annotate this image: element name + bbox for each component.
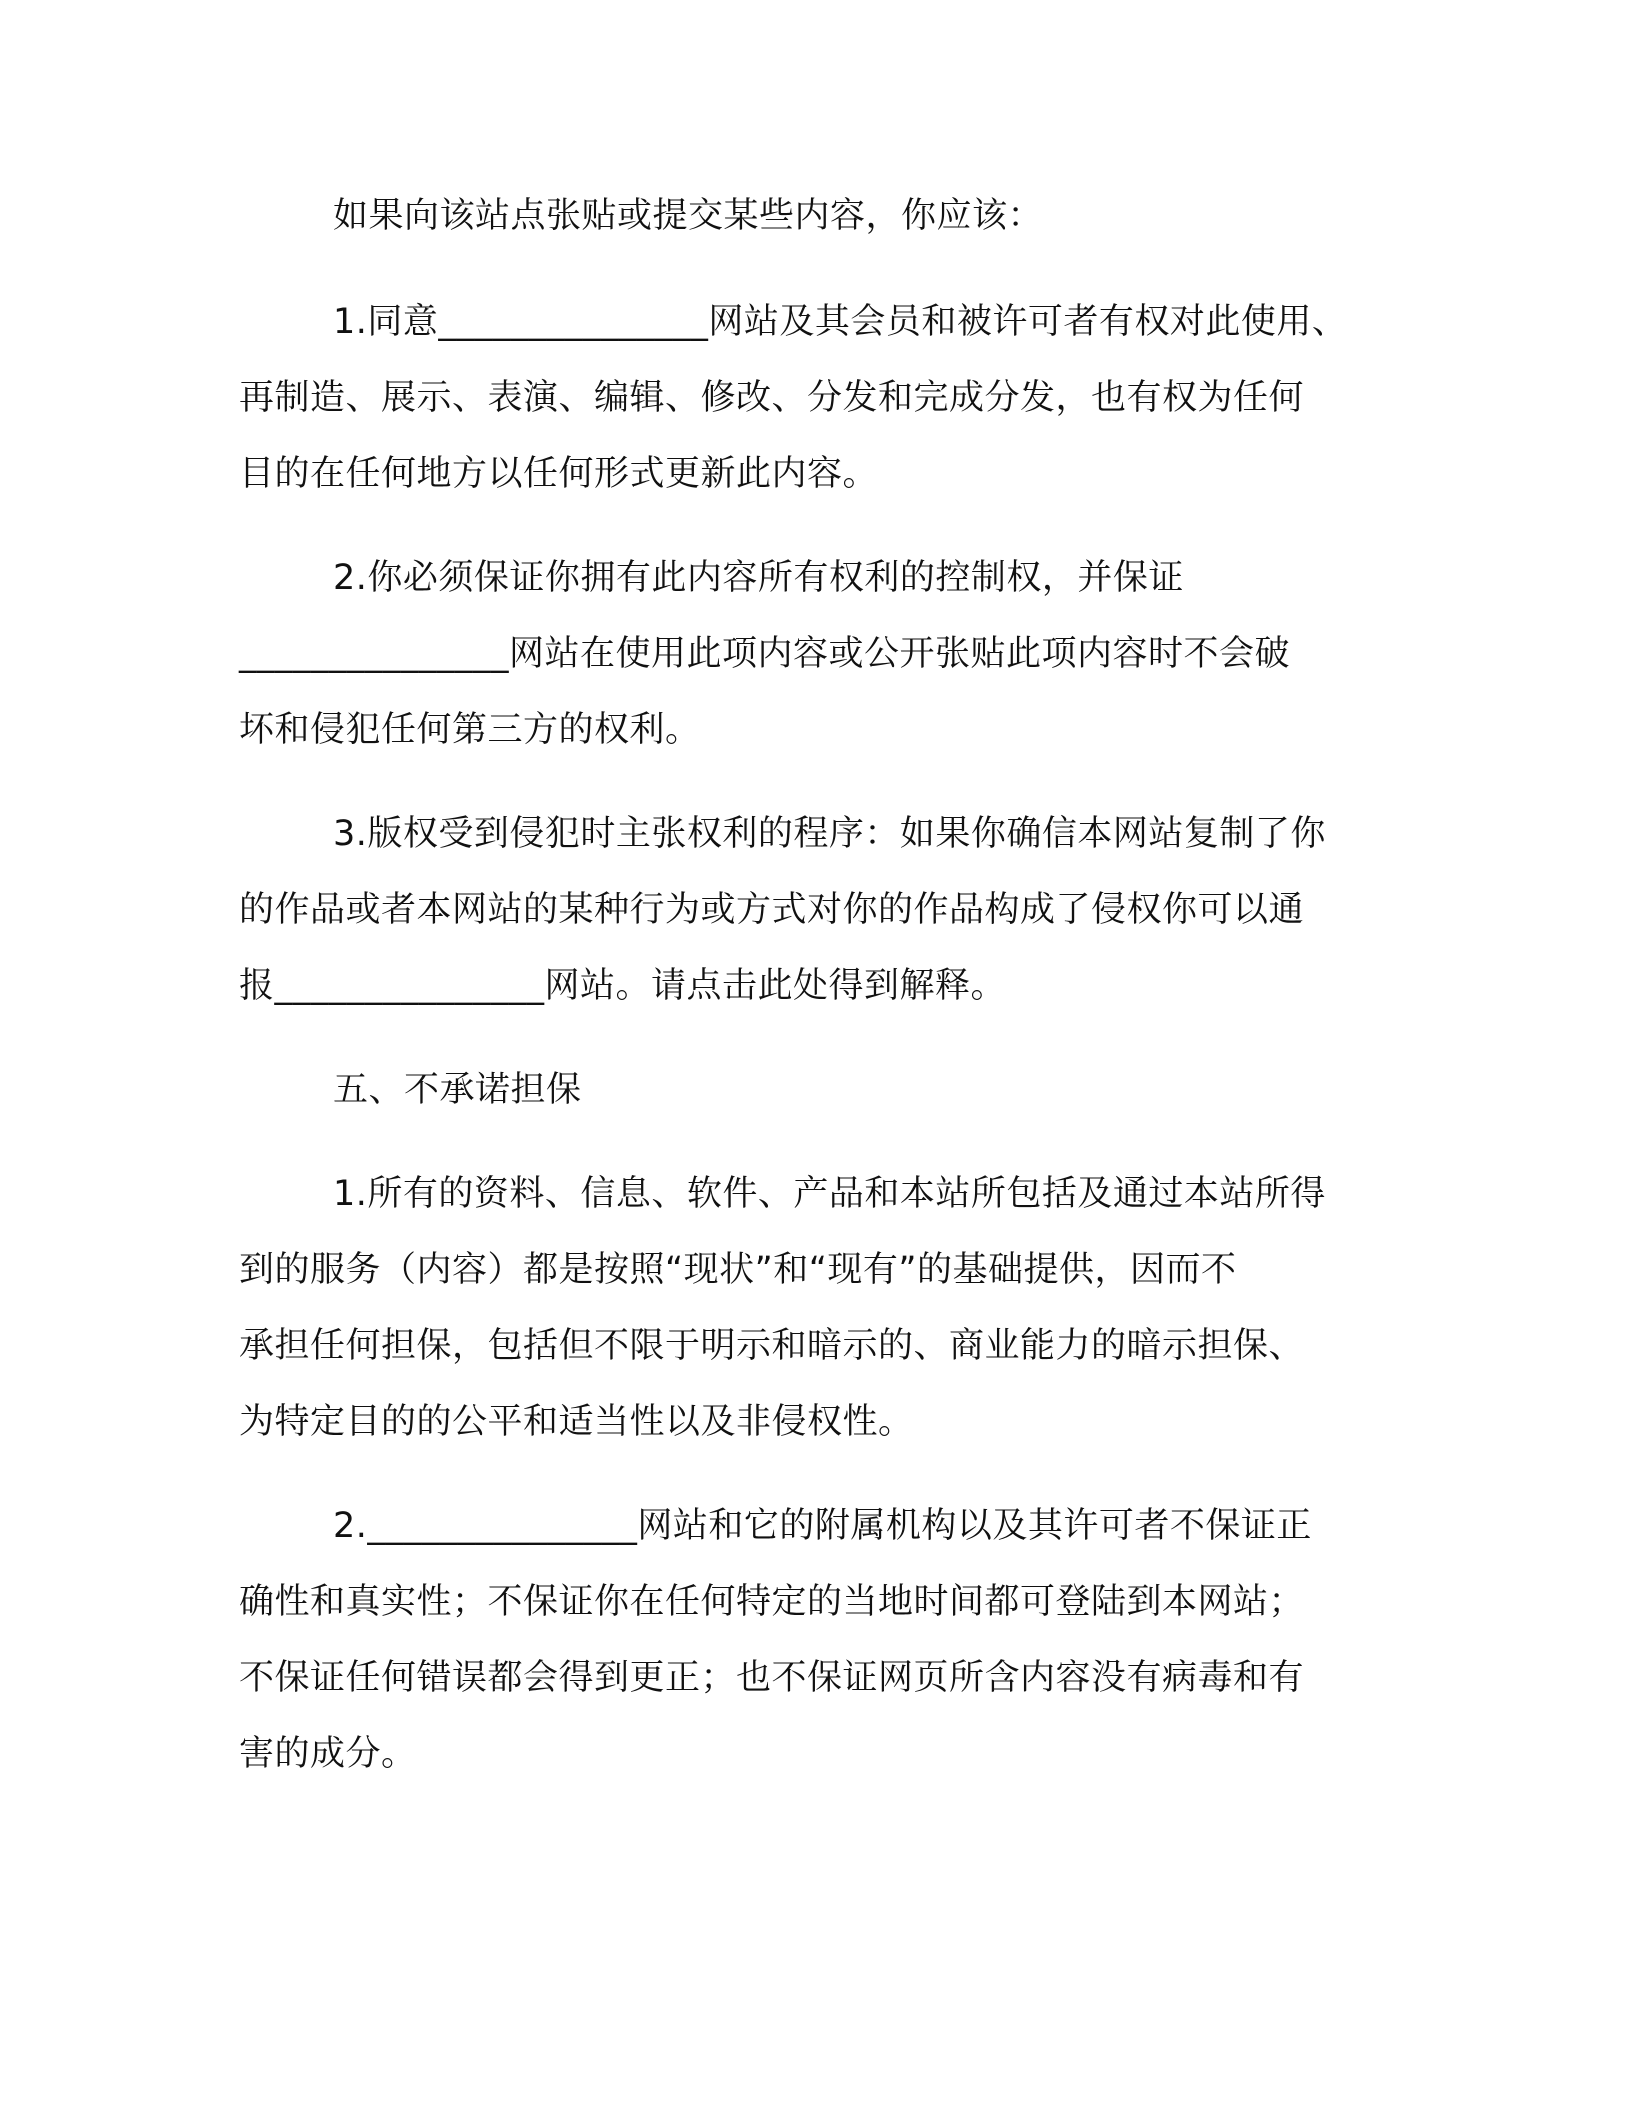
section-heading: 五、不承诺担保: [333, 1070, 582, 1110]
text-line: 3.版权受到侵犯时主张权利的程序：如果你确信本网站复制了你: [333, 814, 1326, 854]
text-line: 报_______________网站。请点击此处得到解释。: [239, 966, 1007, 1006]
text-line: 到的服务（内容）都是按照“现状”和“现有”的基础提供，因而不: [239, 1250, 1237, 1290]
text-line: 1.同意_______________网站及其会员和被许可者有权对此使用、: [333, 302, 1348, 342]
text-line: 2._______________网站和它的附属机构以及其许可者不保证正: [333, 1506, 1312, 1546]
text-line: _______________网站在使用此项内容或公开张贴此项内容时不会破: [239, 634, 1291, 674]
text-line: 确性和真实性；不保证你在任何特定的当地时间都可登陆到本网站；: [239, 1582, 1305, 1622]
text-line: 目的在任何地方以任何形式更新此内容。: [239, 454, 879, 494]
text-line: 为特定目的的公平和适当性以及非侵权性。: [239, 1402, 914, 1442]
text-line: 如果向该站点张贴或提交某些内容，你应该：: [333, 196, 1044, 236]
text-line: 坏和侵犯任何第三方的权利。: [239, 710, 701, 750]
text-line: 2.你必须保证你拥有此内容所有权利的控制权，并保证: [333, 558, 1184, 598]
text-line: 承担任何担保，包括但不限于明示和暗示的、商业能力的暗示担保、: [239, 1326, 1305, 1366]
text-line: 不保证任何错误都会得到更正；也不保证网页所含内容没有病毒和有: [239, 1658, 1305, 1698]
text-line: 1.所有的资料、信息、软件、产品和本站所包括及通过本站所得: [333, 1174, 1326, 1214]
text-line: 的作品或者本网站的某种行为或方式对你的作品构成了侵权你可以通: [239, 890, 1305, 930]
text-line: 再制造、展示、表演、编辑、修改、分发和完成分发，也有权为任何: [239, 378, 1305, 418]
text-line: 害的成分。: [239, 1734, 417, 1774]
